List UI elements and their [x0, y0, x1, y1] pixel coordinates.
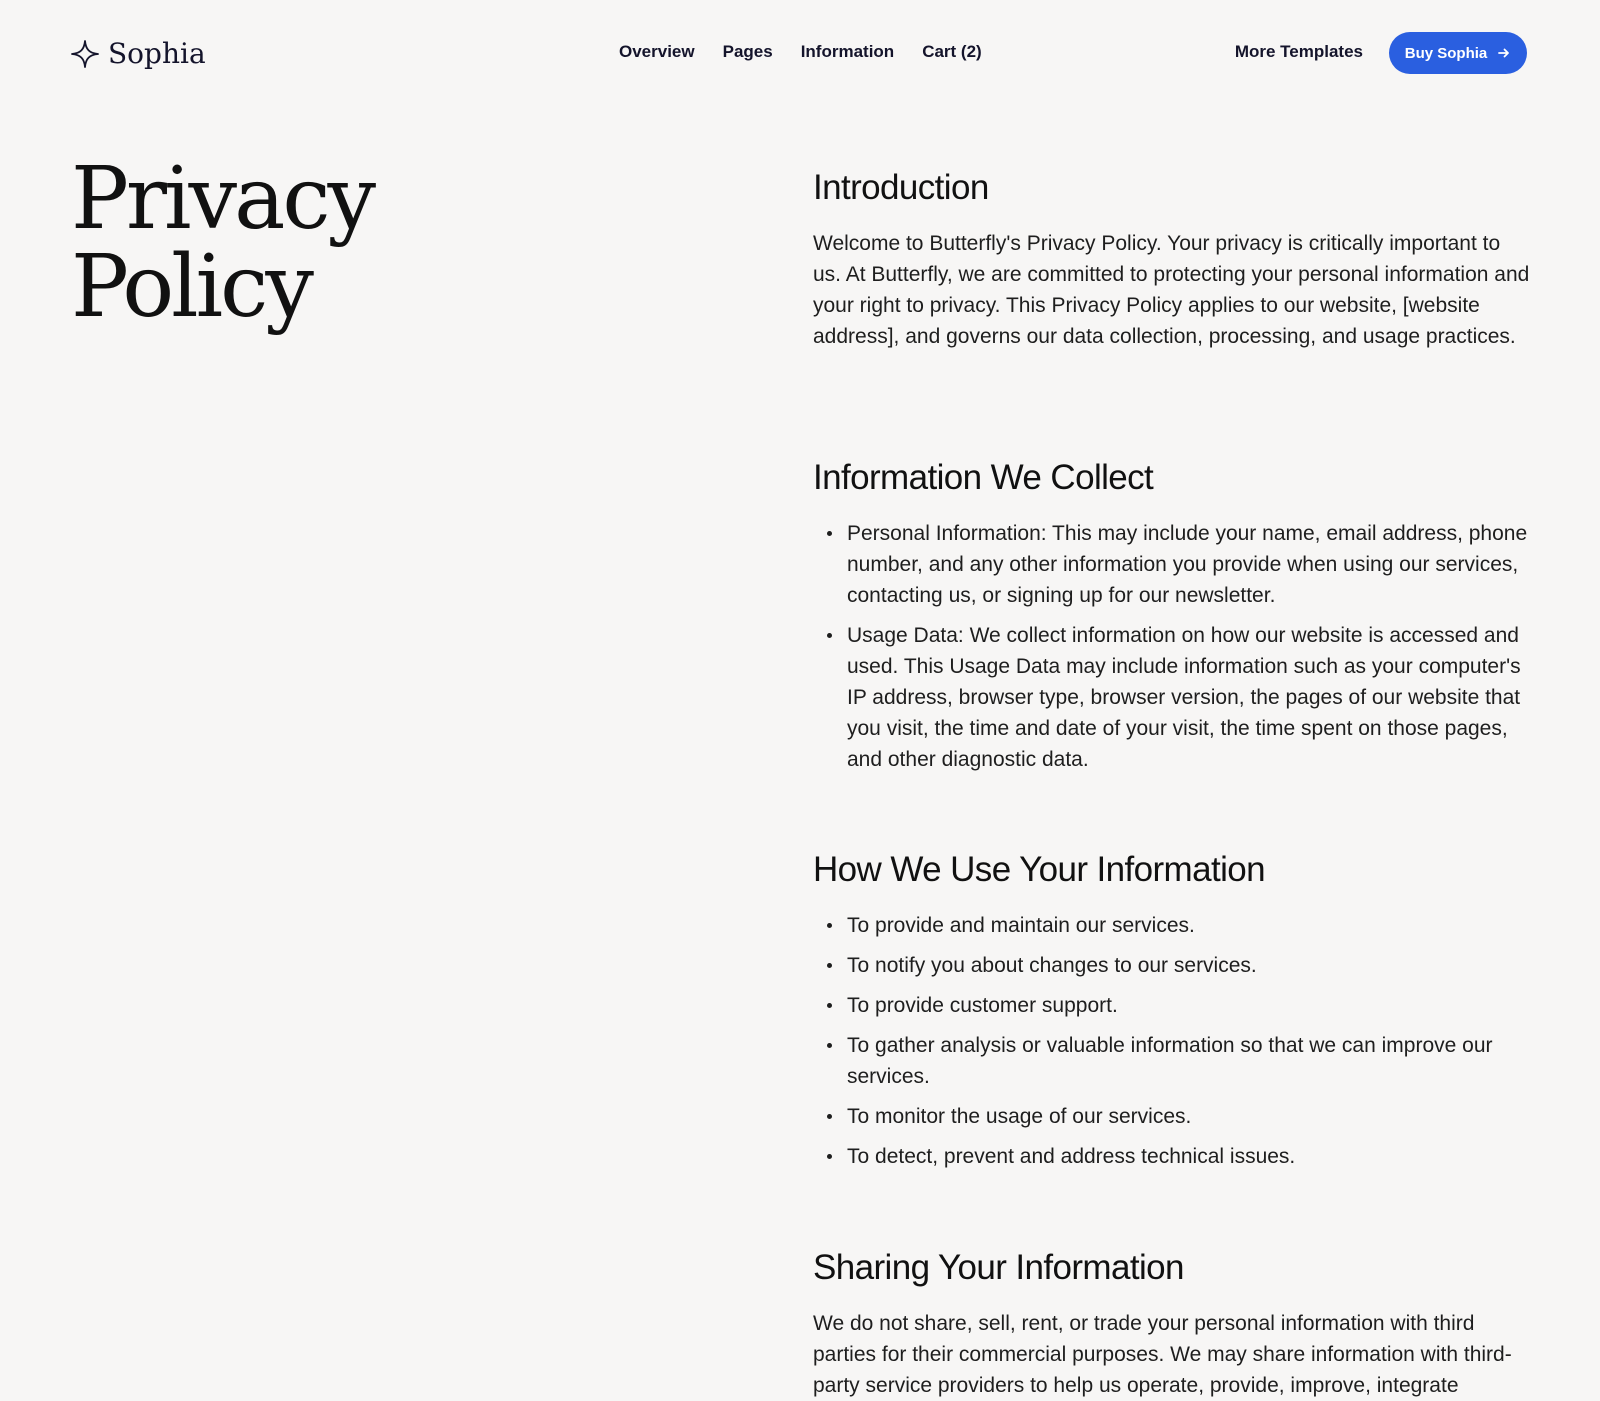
section-information-we-collect [813, 456, 1533, 784]
logo-link[interactable] [70, 38, 206, 70]
bullet-list [813, 910, 1533, 1172]
bullet-list [813, 518, 1533, 775]
logo-text: Sophia [108, 37, 206, 70]
section-heading: Sharing Your Information [813, 1248, 1184, 1287]
section-heading: How We Use Your Information [813, 850, 1265, 889]
list-item: To monitor the usage of our services. [813, 1101, 1533, 1132]
nav-information[interactable]: Information [800, 42, 895, 61]
main-nav [619, 40, 982, 64]
section-heading: Introduction [813, 168, 989, 207]
page-title [71, 149, 374, 337]
nav-cart[interactable]: Cart (2) [922, 42, 982, 61]
buy-sophia-button[interactable] [1389, 32, 1527, 74]
list-item: To gather analysis or valuable information so that we can improve our services. [813, 1030, 1533, 1092]
section-sharing [813, 1246, 1533, 1401]
section-body: We do not share, sell, rent, or trade your personal information with third parties for their commercial purposes. We may share information with third-party service providers to help us operate, provide, improve, integrate [813, 1312, 1512, 1397]
arrow-right-icon [1497, 46, 1511, 60]
list-item: To notify you about changes to our services. [813, 950, 1533, 981]
list-item: Usage Data: We collect information on how our website is accessed and used. This Usage Data may include information such as your computer's IP address, browser type, browser version, the pages of our website that you visit, the time and date of your visit, the time spent on those pages, and other diagnostic data. [813, 620, 1533, 775]
section-heading: Information We Collect [813, 458, 1154, 497]
nav-pages[interactable]: Pages [722, 42, 773, 61]
nav-overview[interactable]: Overview [619, 42, 695, 61]
site-header [0, 0, 1600, 110]
buy-button-label: Buy Sophia [1404, 44, 1488, 62]
list-item: To provide and maintain our services. [813, 910, 1533, 941]
section-introduction [813, 166, 1533, 352]
sparkle-icon [70, 39, 100, 69]
section-body: Welcome to Butterfly's Privacy Policy. Your privacy is critically important to us. At Butterfly, we are committed to protecting your personal information and your right to privacy. This Privacy Policy applies to our website, [website address], and governs our data collection, processing, and usage practices. [813, 232, 1530, 348]
title-line-2: Policy [71, 237, 311, 337]
list-item: To detect, prevent and address technical issues. [813, 1141, 1533, 1172]
title-line-1: Privacy [71, 149, 374, 249]
list-item: Personal Information: This may include your name, email address, phone number, and any other information you provide when using our services, contacting us, or signing up for our newsletter. [813, 518, 1533, 611]
section-how-we-use [813, 848, 1533, 1181]
more-templates-link[interactable]: More Templates [1234, 42, 1363, 61]
list-item: To provide customer support. [813, 990, 1533, 1021]
